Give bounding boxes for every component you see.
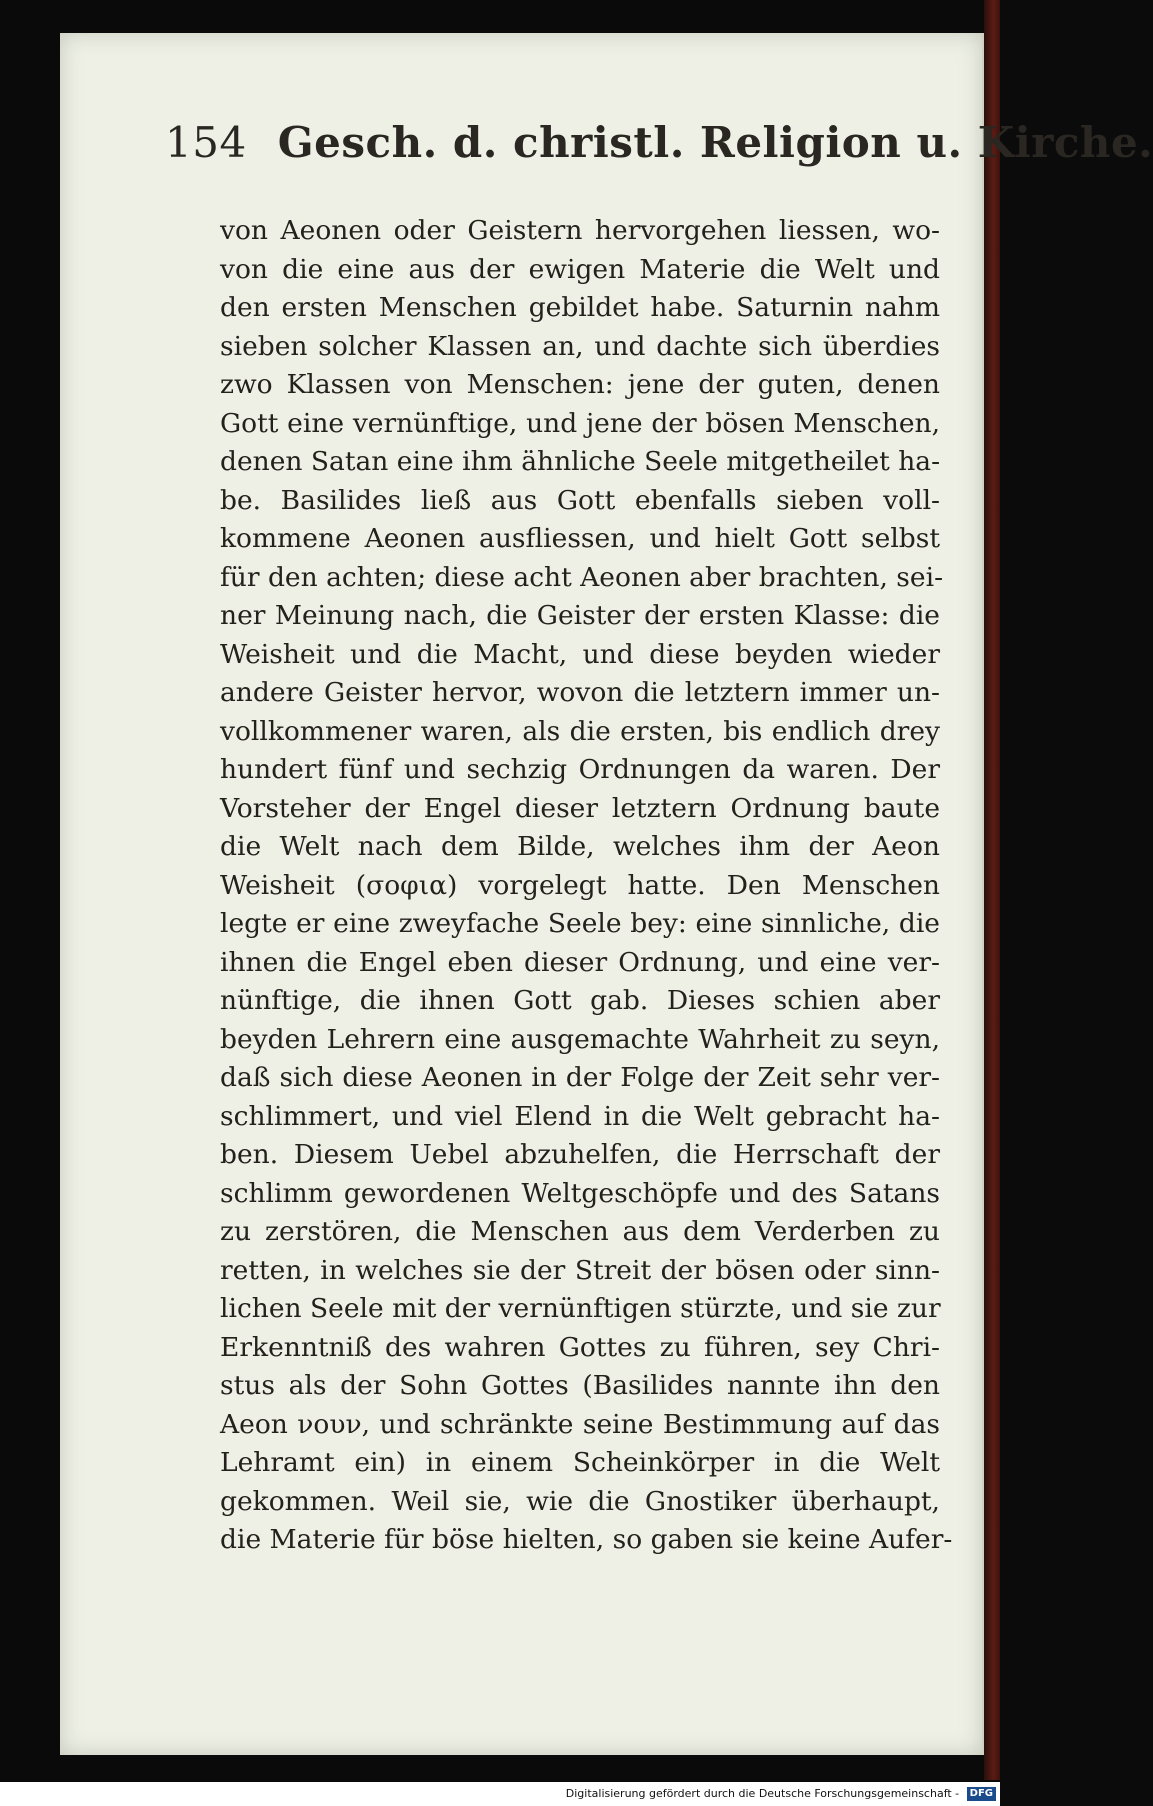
body-text bbox=[220, 212, 953, 1560]
text-line: kommene Aeonen ausfliessen, und hielt Gott selbst bbox=[220, 523, 940, 554]
text-line: vollkommener waren, als die ersten, bis endlich drey bbox=[220, 715, 940, 747]
book-edge bbox=[984, 0, 1000, 1780]
text-line: Vorsteher der Engel dieser letztern Ordnung baute bbox=[220, 792, 940, 824]
text-line: retten, in welches sie der Streit der bösen oder sinn- bbox=[220, 1254, 940, 1286]
text-line: gekommen. Weil sie, wie die Gnostiker überhaupt, bbox=[220, 1485, 940, 1517]
text-line: zwo Klassen von Menschen: jene der guten, denen bbox=[220, 369, 940, 400]
text-line: nünftige, die ihnen Gott gab. Dieses schien aber bbox=[220, 985, 940, 1016]
text-line: Aeon νουν, und schränkte seine Bestimmung auf das bbox=[220, 1408, 940, 1440]
running-title: Gesch. d. christl. Religion u. Kirche. bbox=[277, 118, 1153, 167]
text-line: hundert fünf und sechzig Ordnungen da waren. Der bbox=[220, 754, 940, 785]
text-line: Erkenntniß des wahren Gottes zu führen, sey Chri- bbox=[220, 1331, 940, 1363]
page-header bbox=[165, 118, 1153, 192]
text-line: für den achten; diese acht Aeonen aber brachten, sei- bbox=[220, 561, 944, 593]
text-line: die Materie für böse hielten, so gaben sie keine Aufer- bbox=[220, 1524, 953, 1555]
text-line: Gott eine vernünftige, und jene der bösen Menschen, bbox=[220, 407, 940, 439]
text-line: schlimm gewordenen Weltgeschöpfe und des Satans bbox=[220, 1177, 940, 1209]
footer-credit: Digitalisierung gefördert durch die Deutsche Forschungsgemeinschaft - bbox=[565, 1787, 960, 1800]
text-line: beyden Lehrern eine ausgemachte Wahrheit zu seyn, bbox=[220, 1023, 940, 1055]
text-line: stus als der Sohn Gottes (Basilides nannte ihn den bbox=[220, 1370, 940, 1401]
text-line: schlimmert, und viel Elend in die Welt gebracht ha- bbox=[220, 1100, 940, 1132]
text-line: Weisheit und die Macht, und diese beyden wieder bbox=[220, 638, 940, 670]
text-line: von Aeonen oder Geistern hervorgehen liessen, wo- bbox=[220, 215, 940, 246]
text-line: die Welt nach dem Bilde, welches ihm der Aeon bbox=[220, 831, 940, 862]
text-line: Lehramt ein) in einem Scheinkörper in die Welt bbox=[220, 1447, 940, 1478]
digitization-footer bbox=[0, 1782, 1000, 1806]
text-line: andere Geister hervor, wovon die letztern immer un- bbox=[220, 677, 940, 708]
text-line: lichen Seele mit der vernünftigen stürzte, und sie zur bbox=[220, 1293, 941, 1324]
text-line: Weisheit (σοφια) vorgelegt hatte. Den Menschen bbox=[220, 869, 940, 901]
dfg-logo-badge: DFG bbox=[967, 1787, 996, 1801]
text-line: denen Satan eine ihm ähnliche Seele mitgetheilet ha- bbox=[220, 446, 941, 477]
text-line: ner Meinung nach, die Geister der ersten Klasse: die bbox=[220, 600, 940, 631]
page-number: 154 bbox=[165, 118, 247, 167]
text-line: den ersten Menschen gebildet habe. Saturnin nahm bbox=[220, 292, 940, 323]
text-line: be. Basilides ließ aus Gott ebenfalls sieben voll- bbox=[220, 484, 940, 516]
text-line: ben. Diesem Uebel abzuhelfen, die Herrschaft der bbox=[220, 1139, 940, 1170]
text-line: zu zerstören, die Menschen aus dem Verderben zu bbox=[220, 1216, 940, 1247]
text-line: sieben solcher Klassen an, und dachte sich überdies bbox=[220, 330, 940, 362]
text-line: ihnen die Engel eben dieser Ordnung, und eine ver- bbox=[220, 946, 940, 978]
text-line: von die eine aus der ewigen Materie die Welt und bbox=[220, 253, 940, 285]
text-line: legte er eine zweyfache Seele bey: eine sinnliche, die bbox=[220, 908, 940, 939]
text-line: daß sich diese Aeonen in der Folge der Zeit sehr ver- bbox=[220, 1062, 940, 1093]
